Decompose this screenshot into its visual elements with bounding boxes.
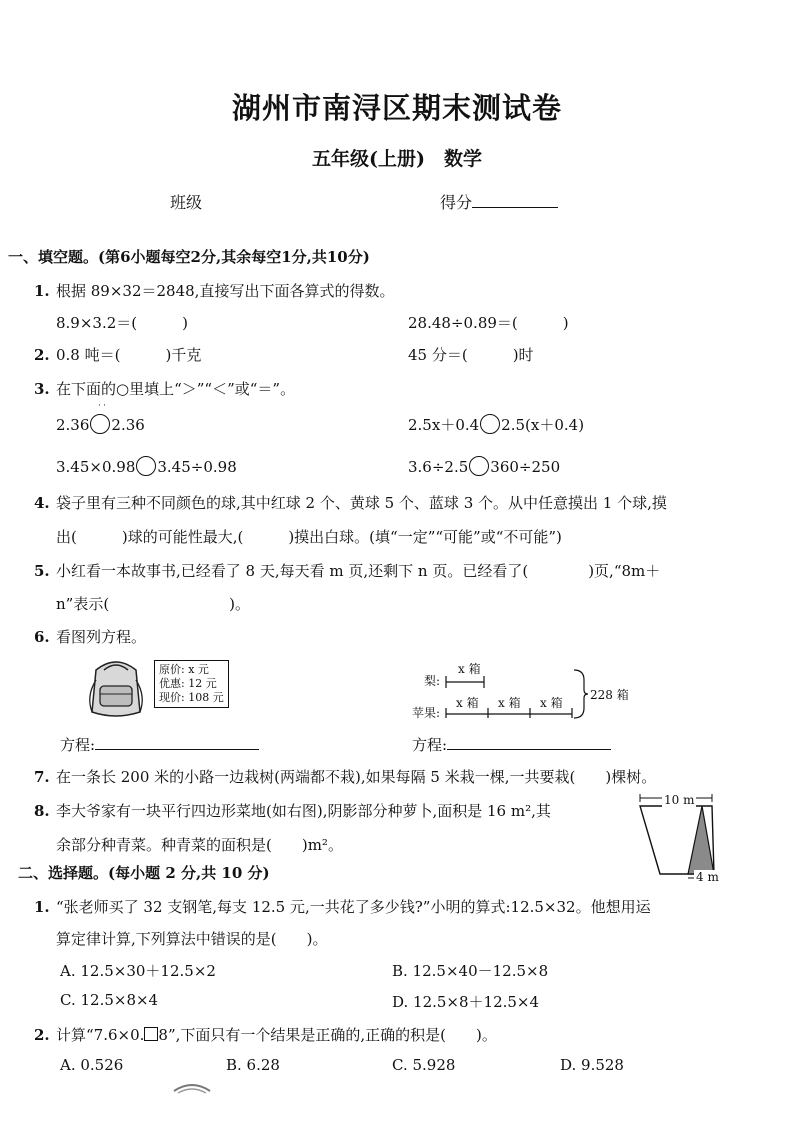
- question-line-2: 出( )球的可能性最大,( )摸出白球。(填“一定”“可能”或“不可能”): [56, 528, 562, 546]
- top-dimension: 10 m: [664, 793, 695, 807]
- apple-box-label-1: x 箱: [456, 696, 479, 710]
- score-field[interactable]: [440, 190, 558, 213]
- question-text: 看图列方程。: [56, 628, 147, 646]
- equation-blank[interactable]: [447, 735, 611, 750]
- question-text: 根据 89×32＝2848,直接写出下面各算式的得数。: [56, 282, 395, 300]
- question-1-2: [34, 344, 201, 365]
- q2-item-a[interactable]: 0.8 吨＝( )千克: [56, 346, 202, 364]
- question-1-1: [34, 280, 394, 301]
- question-1-6: [34, 626, 146, 647]
- question-line-1: 李大爷家有一块平行四边形菜地(如右图),阴影部分种萝卜,面积是 16 m²,其: [56, 802, 551, 820]
- question-number: 4.: [34, 494, 50, 512]
- left-expr: 3.45×0.98: [56, 458, 136, 476]
- option-b[interactable]: B. 6.28: [226, 1056, 280, 1074]
- option-a[interactable]: A. 12.5×30＋12.5×2: [60, 962, 216, 980]
- question-1-3: [34, 378, 295, 399]
- question-2-1: [34, 896, 651, 917]
- price-discount: 优惠: 12 元: [159, 677, 217, 690]
- page-subtitle: 五年级(上册) 数学: [312, 148, 482, 170]
- pear-box-label: x 箱: [458, 662, 481, 676]
- equation-label: 方程:: [412, 736, 448, 754]
- question-text: 在下面的○里填上“＞”“＜”或“＝”。: [56, 380, 296, 398]
- question-number: 1.: [34, 282, 50, 300]
- q3-compare-b: [408, 414, 584, 435]
- left-expr: 3.6÷2.5: [408, 458, 469, 476]
- question-number: 3.: [34, 380, 50, 398]
- question-text-pre: 计算“7.6×0.: [56, 1026, 145, 1044]
- right-expr: 2.36: [111, 416, 145, 434]
- compare-circle[interactable]: [469, 456, 489, 476]
- page-title: 湖州市南浔区期末测试卷: [231, 91, 562, 125]
- option-d[interactable]: D. 12.5×8＋12.5×4: [392, 993, 540, 1011]
- option-d[interactable]: D. 9.528: [560, 1056, 624, 1074]
- class-field[interactable]: [170, 190, 202, 213]
- equation-blank[interactable]: [95, 735, 259, 750]
- question-line-1: 袋子里有三种不同颜色的球,其中红球 2 个、黄球 5 个、蓝球 3 个。从中任意摸出 1 个球,摸: [56, 494, 667, 512]
- compare-circle[interactable]: [480, 414, 500, 434]
- price-original: 原价: x 元: [159, 663, 209, 676]
- q1-item-b[interactable]: 28.48÷0.89＝( ): [408, 314, 569, 332]
- equation-field-1[interactable]: [60, 734, 259, 755]
- compare-circle[interactable]: [90, 414, 110, 434]
- question-2-2: [34, 1024, 497, 1045]
- q3-compare-d: [408, 456, 560, 476]
- left-expr: 2.36: [56, 416, 90, 434]
- q2-item-b[interactable]: 45 分＝( )时: [408, 346, 534, 364]
- apple-label: 苹果:: [412, 706, 441, 720]
- question-number: 5.: [34, 562, 50, 580]
- question-1-5: [34, 560, 660, 581]
- question-number: 6.: [34, 628, 50, 646]
- option-c[interactable]: C. 12.5×8×4: [60, 991, 159, 1009]
- question-line-2: 算定律计算,下列算法中错误的是( )。: [56, 930, 328, 948]
- question-line-1: “张老师买了 32 支钢笔,每支 12.5 元,一共花了多少钱?”小明的算式:12.5×32。他想用运: [56, 898, 651, 916]
- score-blank[interactable]: [472, 193, 558, 208]
- q1-item-a[interactable]: 8.9×3.2＝( ): [56, 314, 188, 332]
- score-label: 得分: [440, 193, 473, 212]
- right-expr: 3.45÷0.98: [157, 458, 237, 476]
- price-tag: [154, 660, 229, 708]
- question-number: 8.: [34, 802, 50, 820]
- question-line-2: n”表示( )。: [56, 595, 251, 613]
- question-number: 1.: [34, 898, 50, 916]
- question-number: 7.: [34, 768, 50, 786]
- question-text: 在一条长 200 米的小路一边栽树(两端都不栽),如果每隔 5 米栽一棵,一共要栽( )棵树。: [56, 768, 657, 786]
- option-a[interactable]: A. 0.526: [60, 1056, 124, 1074]
- price-current: 现价: 108 元: [159, 691, 224, 704]
- apple-box-label-3: x 箱: [540, 696, 563, 710]
- right-expr: 360÷250: [490, 458, 561, 476]
- backpack-image: [82, 656, 150, 724]
- compare-circle[interactable]: [136, 456, 156, 476]
- q3-compare-a: [56, 414, 145, 434]
- repeating-dots: ˙˙: [97, 404, 107, 415]
- right-expr: 2.5(x＋0.4): [501, 416, 585, 434]
- question-number: 2.: [34, 1026, 50, 1044]
- missing-digit-box: [144, 1027, 158, 1041]
- left-expr: 2.5x＋0.4: [408, 416, 480, 434]
- option-c[interactable]: C. 5.928: [392, 1056, 456, 1074]
- question-1-7: [34, 766, 656, 787]
- option-b[interactable]: B. 12.5×40－12.5×8: [392, 962, 549, 980]
- pear-label: 梨:: [424, 674, 441, 688]
- section-1-heading: 一、填空题。(第6小题每空2分,其余每空1分,共10分): [8, 248, 370, 266]
- question-1-4: [34, 492, 667, 513]
- equation-label: 方程:: [60, 736, 96, 754]
- decorative-mark: [172, 1080, 212, 1099]
- question-line-2: 余部分种青菜。种青菜的面积是( )m²。: [56, 836, 343, 854]
- equation-field-2[interactable]: [412, 734, 611, 755]
- question-1-8: [34, 800, 551, 821]
- class-label: 班级: [170, 193, 203, 212]
- apple-box-label-2: x 箱: [498, 696, 521, 710]
- q3-compare-c: [56, 456, 237, 476]
- total-label: 228 箱: [590, 688, 629, 702]
- section-2-heading: 二、选择题。(每小题 2 分,共 10 分): [18, 864, 270, 882]
- question-number: 2.: [34, 346, 50, 364]
- question-line-1: 小红看一本故事书,已经看了 8 天,每天看 m 页,还剩下 n 页。已经看了( )页,“8m＋: [56, 562, 661, 580]
- bottom-dimension: 4 m: [696, 870, 719, 884]
- question-text-post: 8”,下面只有一个结果是正确的,正确的积是( )。: [158, 1026, 497, 1044]
